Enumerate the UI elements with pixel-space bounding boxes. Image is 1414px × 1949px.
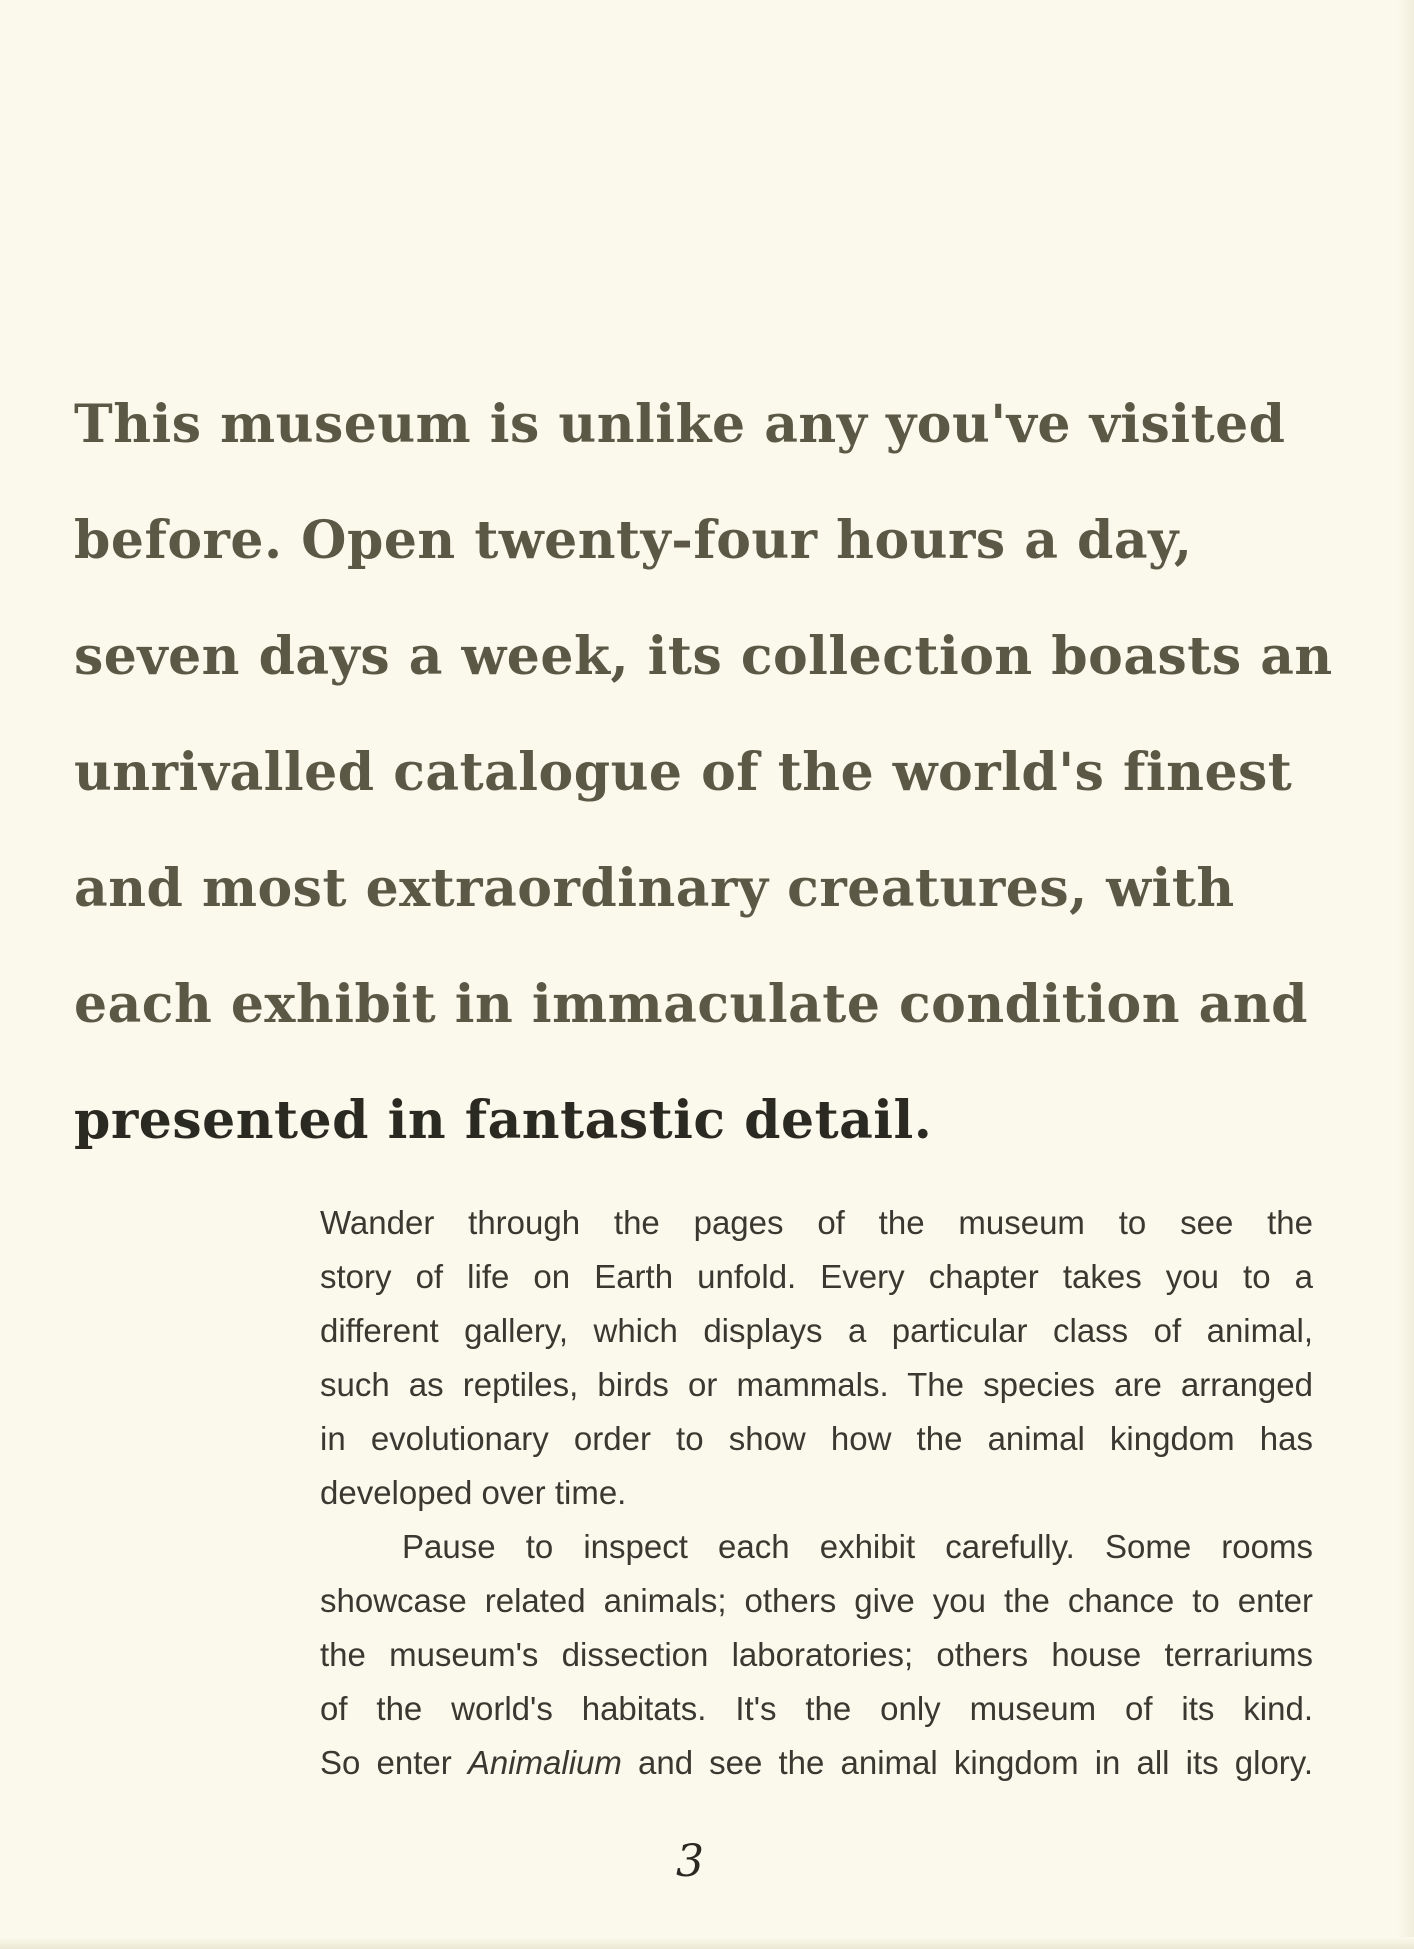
- book-title: Animalium: [467, 1744, 622, 1781]
- intro-line: unrivalled catalogue of the world's finest: [74, 742, 1293, 803]
- body-line: different gallery, which displays a particular class of animal,: [320, 1312, 1313, 1349]
- page-edge-shadow: [1398, 0, 1414, 1949]
- intro-line: before. Open twenty-four hours a day,: [74, 510, 1193, 571]
- body-line: such as reptiles, birds or mammals. The species are arranged: [320, 1366, 1313, 1403]
- intro-paragraph: [74, 388, 1354, 1200]
- page-number: 3: [676, 1836, 704, 1887]
- body-line: Wander through the pages of the museum to see the: [320, 1204, 1313, 1241]
- body-line: of the world's habitats. It's the only museum of its kind.: [320, 1690, 1313, 1727]
- intro-line: and most extraordinary creatures, with: [74, 858, 1235, 919]
- body-text: [320, 1196, 1313, 1790]
- intro-line: seven days a week, its collection boasts an: [74, 626, 1333, 687]
- intro-line: presented in fantastic detail.: [74, 1090, 933, 1151]
- body-line: showcase related animals; others give you the chance to enter: [320, 1582, 1313, 1619]
- body-line: in evolutionary order to show how the animal kingdom has: [320, 1420, 1313, 1457]
- body-line: story of life on Earth unfold. Every chapter takes you to a: [320, 1258, 1313, 1295]
- text-run: and see the animal kingdom in all its glory.: [621, 1744, 1313, 1781]
- intro-line: This museum is unlike any you've visited: [74, 394, 1286, 455]
- body-line: Pause to inspect each exhibit carefully. Some rooms: [402, 1528, 1313, 1565]
- intro-line: each exhibit in immaculate condition and: [74, 974, 1309, 1035]
- page-bottom-edge: [0, 1937, 1414, 1949]
- body-line-final: [320, 1736, 1313, 1790]
- body-line: the museum's dissection laboratories; others house terrariums: [320, 1636, 1313, 1673]
- text-run: So enter: [320, 1744, 468, 1781]
- body-line: developed over time.: [320, 1474, 627, 1511]
